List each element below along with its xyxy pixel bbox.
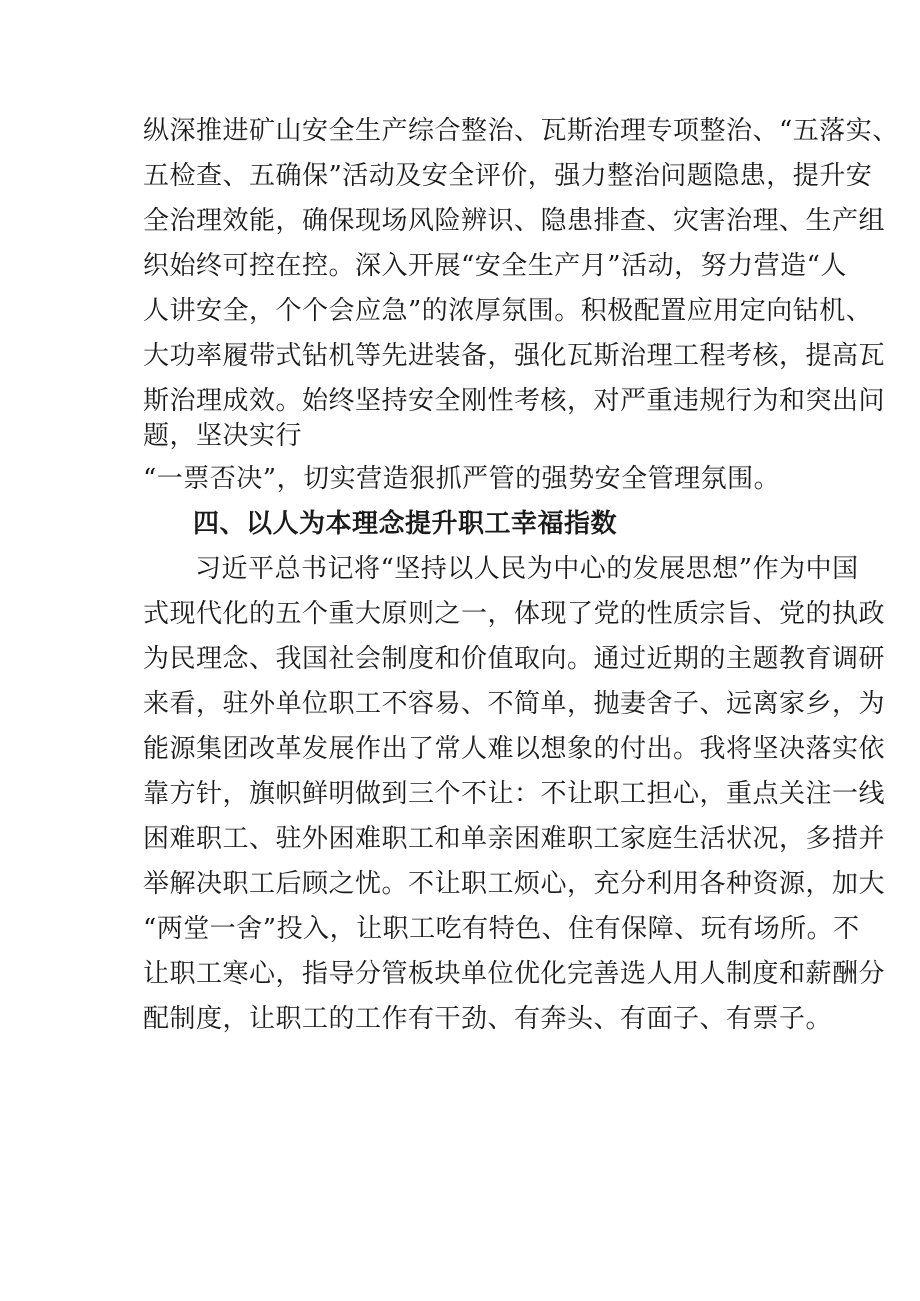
paragraph-line: 举解决职工后顾之忧。不让职工烦心，充分利用各种资源，加大 bbox=[143, 869, 886, 899]
paragraph-line: 斯治理成效。始终坚持安全刚性考核，对严重违规行为和突出问 bbox=[143, 386, 886, 416]
paragraph-line: 来看，驻外单位职工不容易、不简单，抛妻舍子、远离家乡，为 bbox=[143, 689, 886, 719]
paragraph-line: 纵深推进矿山安全生产综合整治、瓦斯治理专项整治、“五落实、 bbox=[143, 116, 899, 146]
paragraph-line: 大功率履带式钻机等先进装备，强化瓦斯治理工程考核，提高瓦 bbox=[143, 341, 886, 371]
paragraph-line: 配制度，让职工的工作有干劲、有奔头、有面子、有票子。 bbox=[143, 1004, 833, 1034]
paragraph-line: 困难职工、驻外困难职工和单亲困难职工家庭生活状况，多措并 bbox=[143, 824, 886, 854]
section-heading: 四、以人为本理念提升职工幸福指数 bbox=[193, 509, 618, 539]
paragraph-line: 靠方针，旗帜鲜明做到三个不让：不让职工担心，重点关注一线 bbox=[143, 779, 886, 809]
paragraph-line: 题，坚决实行 bbox=[143, 421, 303, 451]
paragraph-line: 织始终可控在控。深入开展“安全生产月”活动，努力营造“人 bbox=[143, 251, 847, 281]
paragraph-line: 为民理念、我国社会制度和价值取向。通过近期的主题教育调研 bbox=[143, 644, 886, 674]
paragraph-line: “一票否决”，切实营造狠抓严管的强势安全管理氛围。 bbox=[143, 464, 781, 494]
paragraph-line: 五检查、五确保”活动及安全评价，强力整治问题隐患，提升安 bbox=[143, 161, 873, 191]
paragraph-line: 习近平总书记将“坚持以人民为中心的发展思想”作为中国 bbox=[195, 554, 859, 584]
paragraph-line: 全治理效能，确保现场风险辨识、隐患排查、灾害治理、生产组 bbox=[143, 206, 886, 236]
paragraph-line: 让职工寒心，指导分管板块单位优化完善选人用人制度和薪酬分 bbox=[143, 959, 886, 989]
paragraph-line: 能源集团改革发展作出了常人难以想象的付出。我将坚决落实依 bbox=[143, 734, 886, 764]
paragraph-line: 人讲安全，个个会应急”的浓厚氛围。积极配置应用定向钻机、 bbox=[143, 296, 873, 326]
paragraph-line: “两堂一舍”投入，让职工吃有特色、住有保障、玩有场所。不 bbox=[143, 914, 860, 944]
paragraph-line: 式现代化的五个重大原则之一，体现了党的性质宗旨、党的执政 bbox=[143, 599, 886, 629]
